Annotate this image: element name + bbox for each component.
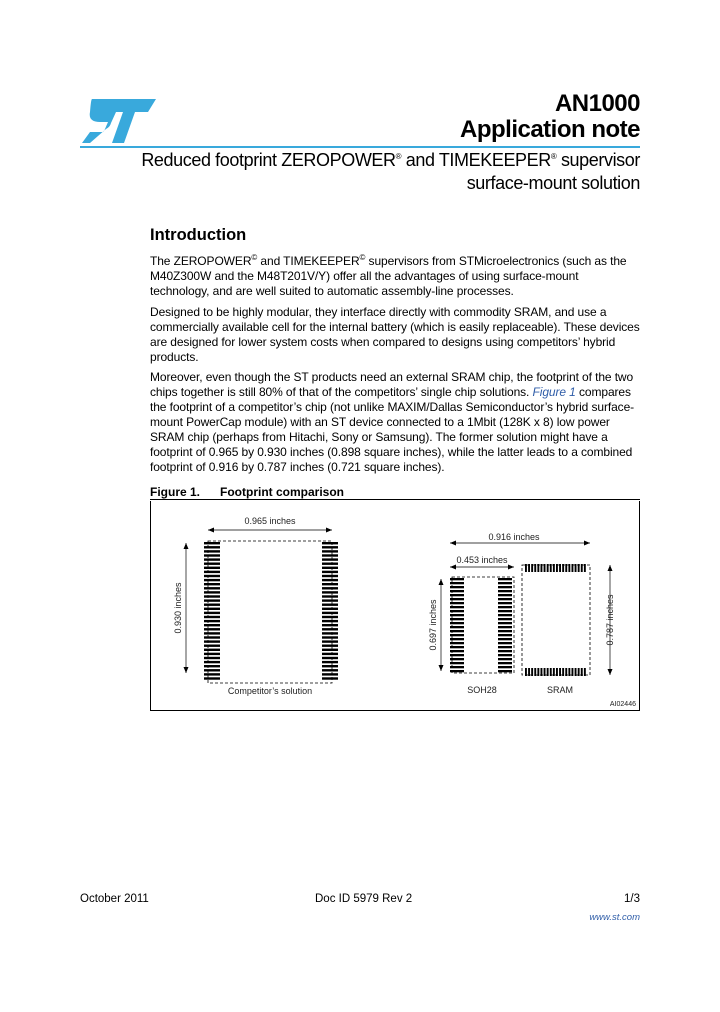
competitor-pin	[204, 546, 220, 548]
competitor-pin	[204, 599, 220, 601]
competitor-pin	[204, 673, 220, 675]
competitor-pin	[322, 587, 338, 589]
competitor-pin	[322, 591, 338, 593]
soh28-pin	[498, 658, 512, 660]
competitor-pin	[204, 628, 220, 630]
sram-outline	[522, 565, 590, 675]
competitor-width-label: 0.965 inches	[244, 516, 296, 526]
document-type: Application note	[460, 116, 640, 143]
soh28-pin	[498, 650, 512, 652]
competitor-pin	[204, 669, 220, 671]
soh28-pin	[498, 590, 512, 592]
soh28-pin	[450, 638, 464, 640]
soh28-label: SOH28	[467, 685, 497, 695]
combined-width-label: 0.916 inches	[488, 532, 540, 542]
competitor-pin	[204, 616, 220, 618]
competitor-pin	[322, 599, 338, 601]
competitor-pin	[204, 587, 220, 589]
soh28-pin	[498, 634, 512, 636]
competitor-pin	[322, 546, 338, 548]
competitor-pin	[322, 608, 338, 610]
soh28-pin	[498, 670, 512, 672]
figure-caption-rule	[150, 499, 640, 500]
competitor-pin	[322, 554, 338, 556]
competitor-pin	[204, 567, 220, 569]
competitor-pin	[322, 567, 338, 569]
competitor-pin	[322, 628, 338, 630]
competitor-pin	[322, 558, 338, 560]
competitor-pin	[204, 575, 220, 577]
document-number: AN1000	[554, 90, 640, 117]
competitor-pin	[204, 571, 220, 573]
soh28-pin	[498, 622, 512, 624]
competitor-pin	[204, 665, 220, 667]
competitor-pin	[322, 636, 338, 638]
section-heading: Introduction	[150, 226, 247, 244]
st-logo	[80, 96, 158, 146]
soh28-pin	[498, 642, 512, 644]
sram-label: SRAM	[546, 685, 574, 695]
competitor-pin	[322, 640, 338, 642]
soh28-pin	[498, 666, 512, 668]
competitor-pin	[204, 595, 220, 597]
figure-id: AI02446	[609, 701, 636, 708]
soh28-pin	[498, 586, 512, 588]
competitor-pin	[322, 542, 338, 544]
competitor-pin	[204, 645, 220, 647]
sram-pin	[565, 564, 567, 572]
competitor-pin	[322, 624, 338, 626]
document-subtitle: Reduced footprint ZEROPOWER® and TIMEKEEPER® supervisor	[141, 150, 640, 170]
competitor-pin	[322, 579, 338, 581]
soh28-pin	[498, 598, 512, 600]
soh28-pin	[498, 610, 512, 612]
soh28-pin	[498, 638, 512, 640]
competitor-pin	[322, 563, 338, 565]
intro-paragraph-2: Designed to be highly modular, they interface directly with commodity SRAM, and use a commercially available cell for the internal battery (which is easily replaceable). These devices are designed for lower system costs when compared to designs using competitors’ hybrid products.	[150, 305, 640, 364]
competitor-pin	[204, 657, 220, 659]
soh28-pin	[498, 578, 512, 580]
competitor-label: Competitor’s solution	[227, 686, 313, 696]
competitor-pin	[322, 645, 338, 647]
footprint-diagram	[150, 501, 640, 711]
pin-group	[204, 542, 586, 680]
competitor-pin	[204, 632, 220, 634]
footer-page-number: 1/3	[624, 893, 640, 905]
competitor-pin	[322, 612, 338, 614]
competitor-pin	[322, 657, 338, 659]
sram-height-label: 0.787 inches	[605, 594, 615, 646]
competitor-pin	[322, 649, 338, 651]
soh28-pin	[498, 606, 512, 608]
competitor-pin	[204, 649, 220, 651]
soh28-pin	[498, 618, 512, 620]
competitor-pin	[204, 661, 220, 663]
competitor-pin	[204, 583, 220, 585]
soh28-pin	[450, 658, 464, 660]
competitor-pin	[322, 661, 338, 663]
soh28-pin	[450, 598, 464, 600]
sram-pin	[525, 564, 527, 572]
soh28-pin	[498, 614, 512, 616]
competitor-pin	[204, 640, 220, 642]
competitor-pin	[204, 591, 220, 593]
competitor-pin	[204, 554, 220, 556]
figure-1-link[interactable]: Figure 1	[532, 385, 576, 399]
competitor-pin	[322, 571, 338, 573]
competitor-pin	[204, 624, 220, 626]
soh28-pin	[498, 646, 512, 648]
competitor-pin	[322, 616, 338, 618]
competitor-pin	[322, 669, 338, 671]
header-rule	[80, 146, 640, 148]
sram-pin	[550, 564, 552, 572]
competitor-pin	[322, 665, 338, 667]
competitor-pin	[204, 612, 220, 614]
competitor-pin	[204, 563, 220, 565]
soh28-pin	[498, 662, 512, 664]
soh28-pin	[498, 654, 512, 656]
competitor-pin	[322, 550, 338, 552]
competitor-pin	[204, 558, 220, 560]
competitor-height-label: 0.930 inches	[173, 582, 183, 634]
soh28-pin	[498, 582, 512, 584]
footer-date: October 2011	[80, 893, 149, 905]
competitor-pin	[322, 575, 338, 577]
competitor-pin	[322, 632, 338, 634]
soh28-pin	[498, 626, 512, 628]
competitor-pin	[204, 542, 220, 544]
competitor-pin	[204, 636, 220, 638]
competitor-outline	[208, 541, 332, 683]
competitor-pin	[322, 620, 338, 622]
competitor-pin	[322, 677, 338, 679]
soh28-pin	[450, 578, 464, 580]
figure-caption: Figure 1. Footprint comparison	[150, 485, 344, 499]
competitor-pin	[322, 583, 338, 585]
competitor-pin	[322, 653, 338, 655]
soh28-pin	[498, 602, 512, 604]
competitor-pin	[204, 653, 220, 655]
intro-paragraph-3: Moreover, even though the ST products need an external SRAM chip, the footprint of the two chips together is still 80% of that of the competitors’ single chip solutions. Figure 1 compares the footprint of a competitor’s chip (not unlike MAXIM/Dallas Semiconductor’s hybrid surface-mount PowerCap module) with an ST device connected to a 1Mbit (128K x 8) low power SRAM chip (perhaps from Hitachi, Sony or Samsung). The former solution might have a footprint of 0.965 by 0.930 inches (0.898 square inches), while the latter leads to a combined footprint of 0.916 by 0.787 inches (0.721 square inches).	[150, 370, 635, 474]
document-subtitle-line-2: surface-mount solution	[466, 173, 640, 193]
soh28-pin	[498, 630, 512, 632]
competitor-pin	[204, 608, 220, 610]
soh-height-label: 0.697 inches	[428, 599, 438, 651]
soh-width-label: 0.453 inches	[456, 555, 508, 565]
competitor-pin	[322, 673, 338, 675]
competitor-pin	[322, 595, 338, 597]
competitor-pin	[204, 604, 220, 606]
competitor-pin	[204, 677, 220, 679]
footer-doc-id: Doc ID 5979 Rev 2	[315, 893, 413, 905]
sram-pin	[553, 668, 555, 676]
footer-url-link[interactable]: www.st.com	[589, 912, 640, 923]
competitor-pin	[204, 579, 220, 581]
competitor-pin	[322, 604, 338, 606]
intro-paragraph-1: The ZEROPOWER© and TIMEKEEPER© supervisors from STMicroelectronics (such as the M40Z300W and the M48T201V/Y) offer all the advantages of using surface-mount technology, and are well suited to automatic assembly-line processes.	[150, 253, 627, 298]
competitor-pin	[204, 620, 220, 622]
sram-pin	[528, 668, 530, 676]
soh28-pin	[498, 594, 512, 596]
competitor-pin	[204, 550, 220, 552]
soh28-pin	[450, 618, 464, 620]
